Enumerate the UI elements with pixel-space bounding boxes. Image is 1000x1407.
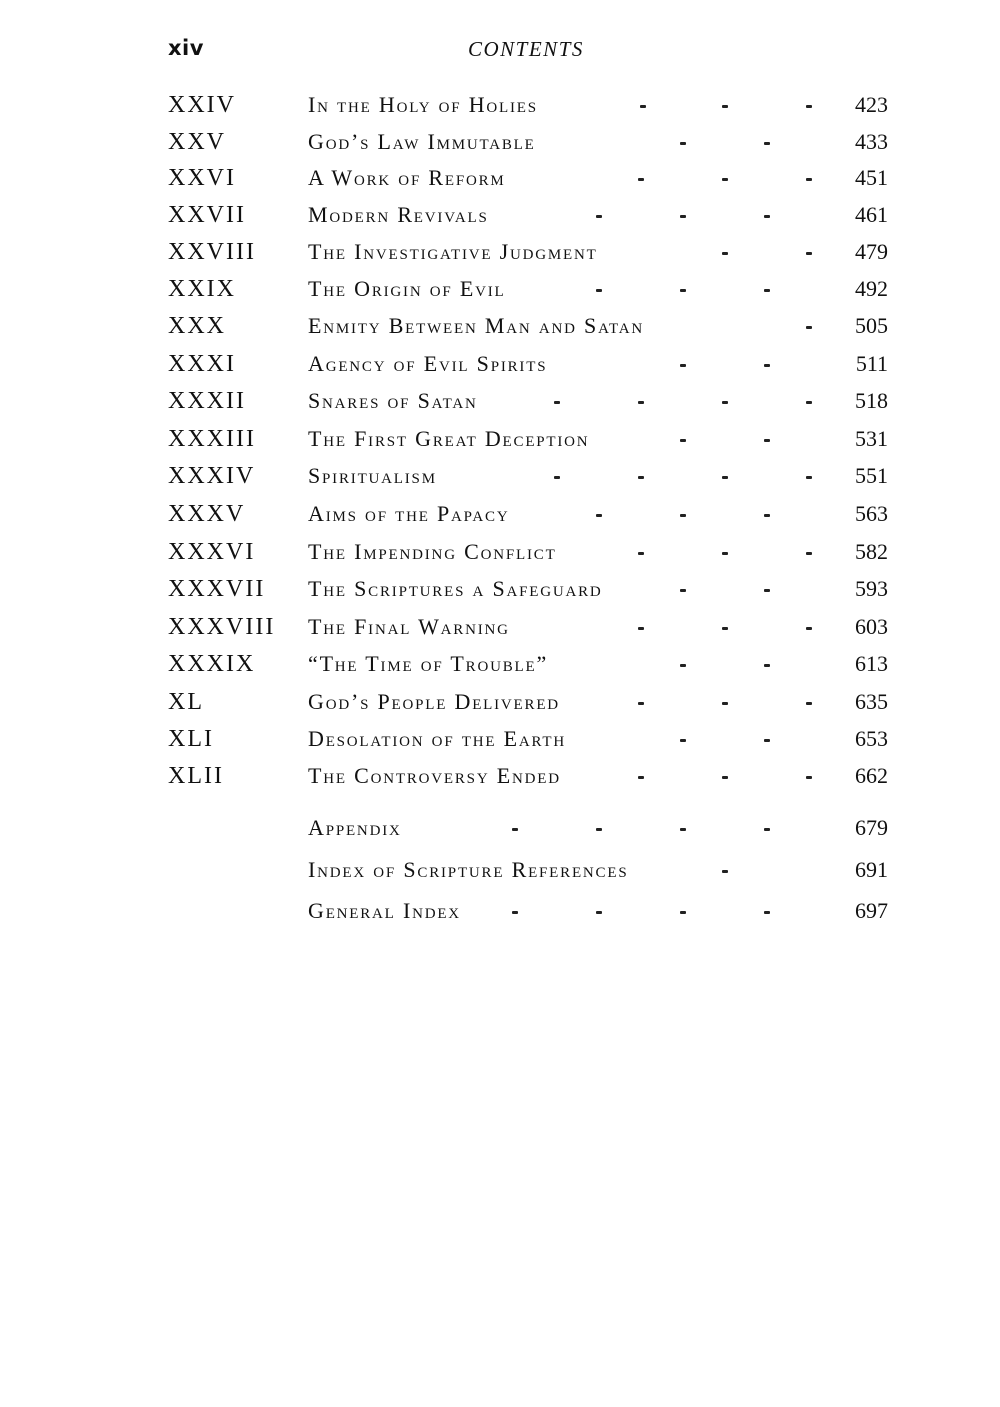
leader-dot <box>764 439 770 442</box>
chapter-title: The Origin of Evil <box>308 276 506 301</box>
page-reference: 582 <box>855 539 888 564</box>
running-head: CONTENTS <box>468 37 584 61</box>
toc-chapter-row <box>0 127 1000 157</box>
chapter-title: Desolation of the Earth <box>308 726 566 751</box>
chapter-title: Spiritualism <box>308 463 437 488</box>
chapter-title: The Scriptures a Safeguard <box>308 576 603 601</box>
leader-dot <box>722 552 728 555</box>
page-reference: 461 <box>855 202 888 227</box>
leader-dot <box>806 401 812 404</box>
chapter-title: God’s People Delivered <box>308 689 560 714</box>
chapter-numeral: XXX <box>168 313 226 339</box>
leader-dot <box>638 552 644 555</box>
leader-dot <box>680 142 686 145</box>
chapter-numeral: XXXV <box>168 501 246 527</box>
leader-dot <box>512 911 518 914</box>
chapter-numeral: XLII <box>168 763 224 789</box>
leader-dot <box>638 702 644 705</box>
leader-dot <box>722 401 728 404</box>
chapter-title: Aims of the Papacy <box>308 501 510 526</box>
page-reference: 505 <box>855 313 888 338</box>
page-reference: 451 <box>855 165 888 190</box>
toc-chapter-row <box>0 274 1000 304</box>
page-number: xiv <box>168 36 204 60</box>
leader-dot <box>638 178 644 181</box>
toc-chapter-row <box>0 724 1000 754</box>
leader-dot <box>596 215 602 218</box>
back-matter-title: General Index <box>308 898 461 923</box>
toc-chapter-row <box>0 761 1000 791</box>
leader-dot <box>764 364 770 367</box>
chapter-numeral: XXXIX <box>168 651 256 677</box>
leader-dot <box>806 776 812 779</box>
leader-dot <box>806 627 812 630</box>
chapter-title: Enmity Between Man and Satan <box>308 313 645 338</box>
chapter-numeral: XXIV <box>168 92 236 118</box>
leader-dot <box>806 702 812 705</box>
leader-dot <box>764 589 770 592</box>
leader-dot <box>806 552 812 555</box>
toc-chapter-row <box>0 237 1000 267</box>
chapter-title: Modern Revivals <box>308 202 489 227</box>
leader-dot <box>680 215 686 218</box>
toc-chapter-row <box>0 574 1000 604</box>
leader-dot <box>806 178 812 181</box>
back-matter-title: Appendix <box>308 815 402 840</box>
leader-dot <box>764 514 770 517</box>
leader-dot <box>764 911 770 914</box>
leader-dot <box>680 739 686 742</box>
leader-dot <box>722 627 728 630</box>
leader-dot <box>596 828 602 831</box>
page-reference: 563 <box>855 501 888 526</box>
chapter-numeral: XLI <box>168 726 214 752</box>
leader-dot <box>764 215 770 218</box>
toc-chapter-row <box>0 499 1000 529</box>
leader-dot <box>638 776 644 779</box>
page-reference: 492 <box>855 276 888 301</box>
toc-chapter-row <box>0 163 1000 193</box>
toc-chapter-row <box>0 537 1000 567</box>
page-reference: 518 <box>855 388 888 413</box>
back-matter-title: Index of Scripture References <box>308 857 629 882</box>
chapter-title: Agency of Evil Spirits <box>308 351 548 376</box>
leader-dot <box>640 105 646 108</box>
leader-dot <box>722 252 728 255</box>
toc-back-matter-row <box>0 896 1000 926</box>
chapter-numeral: XL <box>168 689 204 715</box>
leader-dot <box>554 401 560 404</box>
chapter-numeral: XXVIII <box>168 239 256 265</box>
page-reference: 662 <box>855 763 888 788</box>
page-reference: 433 <box>855 129 888 154</box>
leader-dot <box>806 326 812 329</box>
leader-dot <box>722 105 728 108</box>
leader-dot <box>638 627 644 630</box>
chapter-numeral: XXXIII <box>168 426 256 452</box>
chapter-numeral: XXIX <box>168 276 236 302</box>
leader-dot <box>554 476 560 479</box>
leader-dot <box>680 439 686 442</box>
toc-chapter-row <box>0 349 1000 379</box>
leader-dot <box>638 401 644 404</box>
chapter-numeral: XXVII <box>168 202 246 228</box>
toc-chapter-row <box>0 90 1000 120</box>
leader-dot <box>512 828 518 831</box>
page-reference: 593 <box>855 576 888 601</box>
chapter-title: The Final Warning <box>308 614 510 639</box>
leader-dot <box>764 289 770 292</box>
leader-dot <box>764 739 770 742</box>
page-reference: 479 <box>855 239 888 264</box>
chapter-title: “The Time of Trouble” <box>308 651 549 676</box>
toc-chapter-row <box>0 649 1000 679</box>
toc-chapter-row <box>0 612 1000 642</box>
leader-dot <box>764 828 770 831</box>
page-reference: 653 <box>855 726 888 751</box>
leader-dot <box>764 142 770 145</box>
leader-dot <box>722 178 728 181</box>
leader-dot <box>680 289 686 292</box>
page-reference: 423 <box>855 92 888 117</box>
chapter-numeral: XXVI <box>168 165 236 191</box>
chapter-title: The Impending Conflict <box>308 539 557 564</box>
leader-dot <box>764 664 770 667</box>
toc-back-matter-row <box>0 855 1000 885</box>
page-reference: 635 <box>855 689 888 714</box>
chapter-title: In the Holy of Holies <box>308 92 538 117</box>
toc-back-matter-row <box>0 813 1000 843</box>
chapter-numeral: XXXII <box>168 388 246 414</box>
page-reference: 613 <box>855 651 888 676</box>
page-reference: 697 <box>855 898 888 923</box>
leader-dot <box>722 702 728 705</box>
toc-chapter-row <box>0 687 1000 717</box>
toc-chapter-row <box>0 424 1000 454</box>
chapter-title: Snares of Satan <box>308 388 478 413</box>
leader-dot <box>596 514 602 517</box>
chapter-numeral: XXXVII <box>168 576 266 602</box>
leader-dot <box>806 476 812 479</box>
toc-chapter-row <box>0 311 1000 341</box>
page-reference: 691 <box>855 857 888 882</box>
chapter-numeral: XXV <box>168 129 226 155</box>
toc-chapter-row <box>0 200 1000 230</box>
chapter-numeral: XXXI <box>168 351 236 377</box>
chapter-title: A Work of Reform <box>308 165 506 190</box>
leader-dot <box>680 828 686 831</box>
leader-dot <box>680 364 686 367</box>
toc-chapter-row <box>0 386 1000 416</box>
leader-dot <box>638 476 644 479</box>
page-reference: 511 <box>855 351 888 376</box>
chapter-numeral: XXXIV <box>168 463 256 489</box>
page-reference: 679 <box>855 815 888 840</box>
leader-dot <box>722 870 728 873</box>
page-reference: 531 <box>855 426 888 451</box>
chapter-numeral: XXXVI <box>168 539 256 565</box>
page-reference: 603 <box>855 614 888 639</box>
chapter-title: The Investigative Judgment <box>308 239 598 264</box>
leader-dot <box>680 911 686 914</box>
leader-dot <box>680 589 686 592</box>
leader-dot <box>722 476 728 479</box>
chapter-title: The First Great Deception <box>308 426 590 451</box>
leader-dot <box>806 252 812 255</box>
leader-dot <box>680 514 686 517</box>
leader-dot <box>806 105 812 108</box>
chapter-title: The Controversy Ended <box>308 763 561 788</box>
leader-dot <box>680 664 686 667</box>
leader-dot <box>596 911 602 914</box>
leader-dot <box>722 776 728 779</box>
toc-chapter-row <box>0 461 1000 491</box>
page-reference: 551 <box>855 463 888 488</box>
leader-dot <box>596 289 602 292</box>
chapter-numeral: XXXVIII <box>168 614 276 640</box>
chapter-title: God’s Law Immutable <box>308 129 536 154</box>
